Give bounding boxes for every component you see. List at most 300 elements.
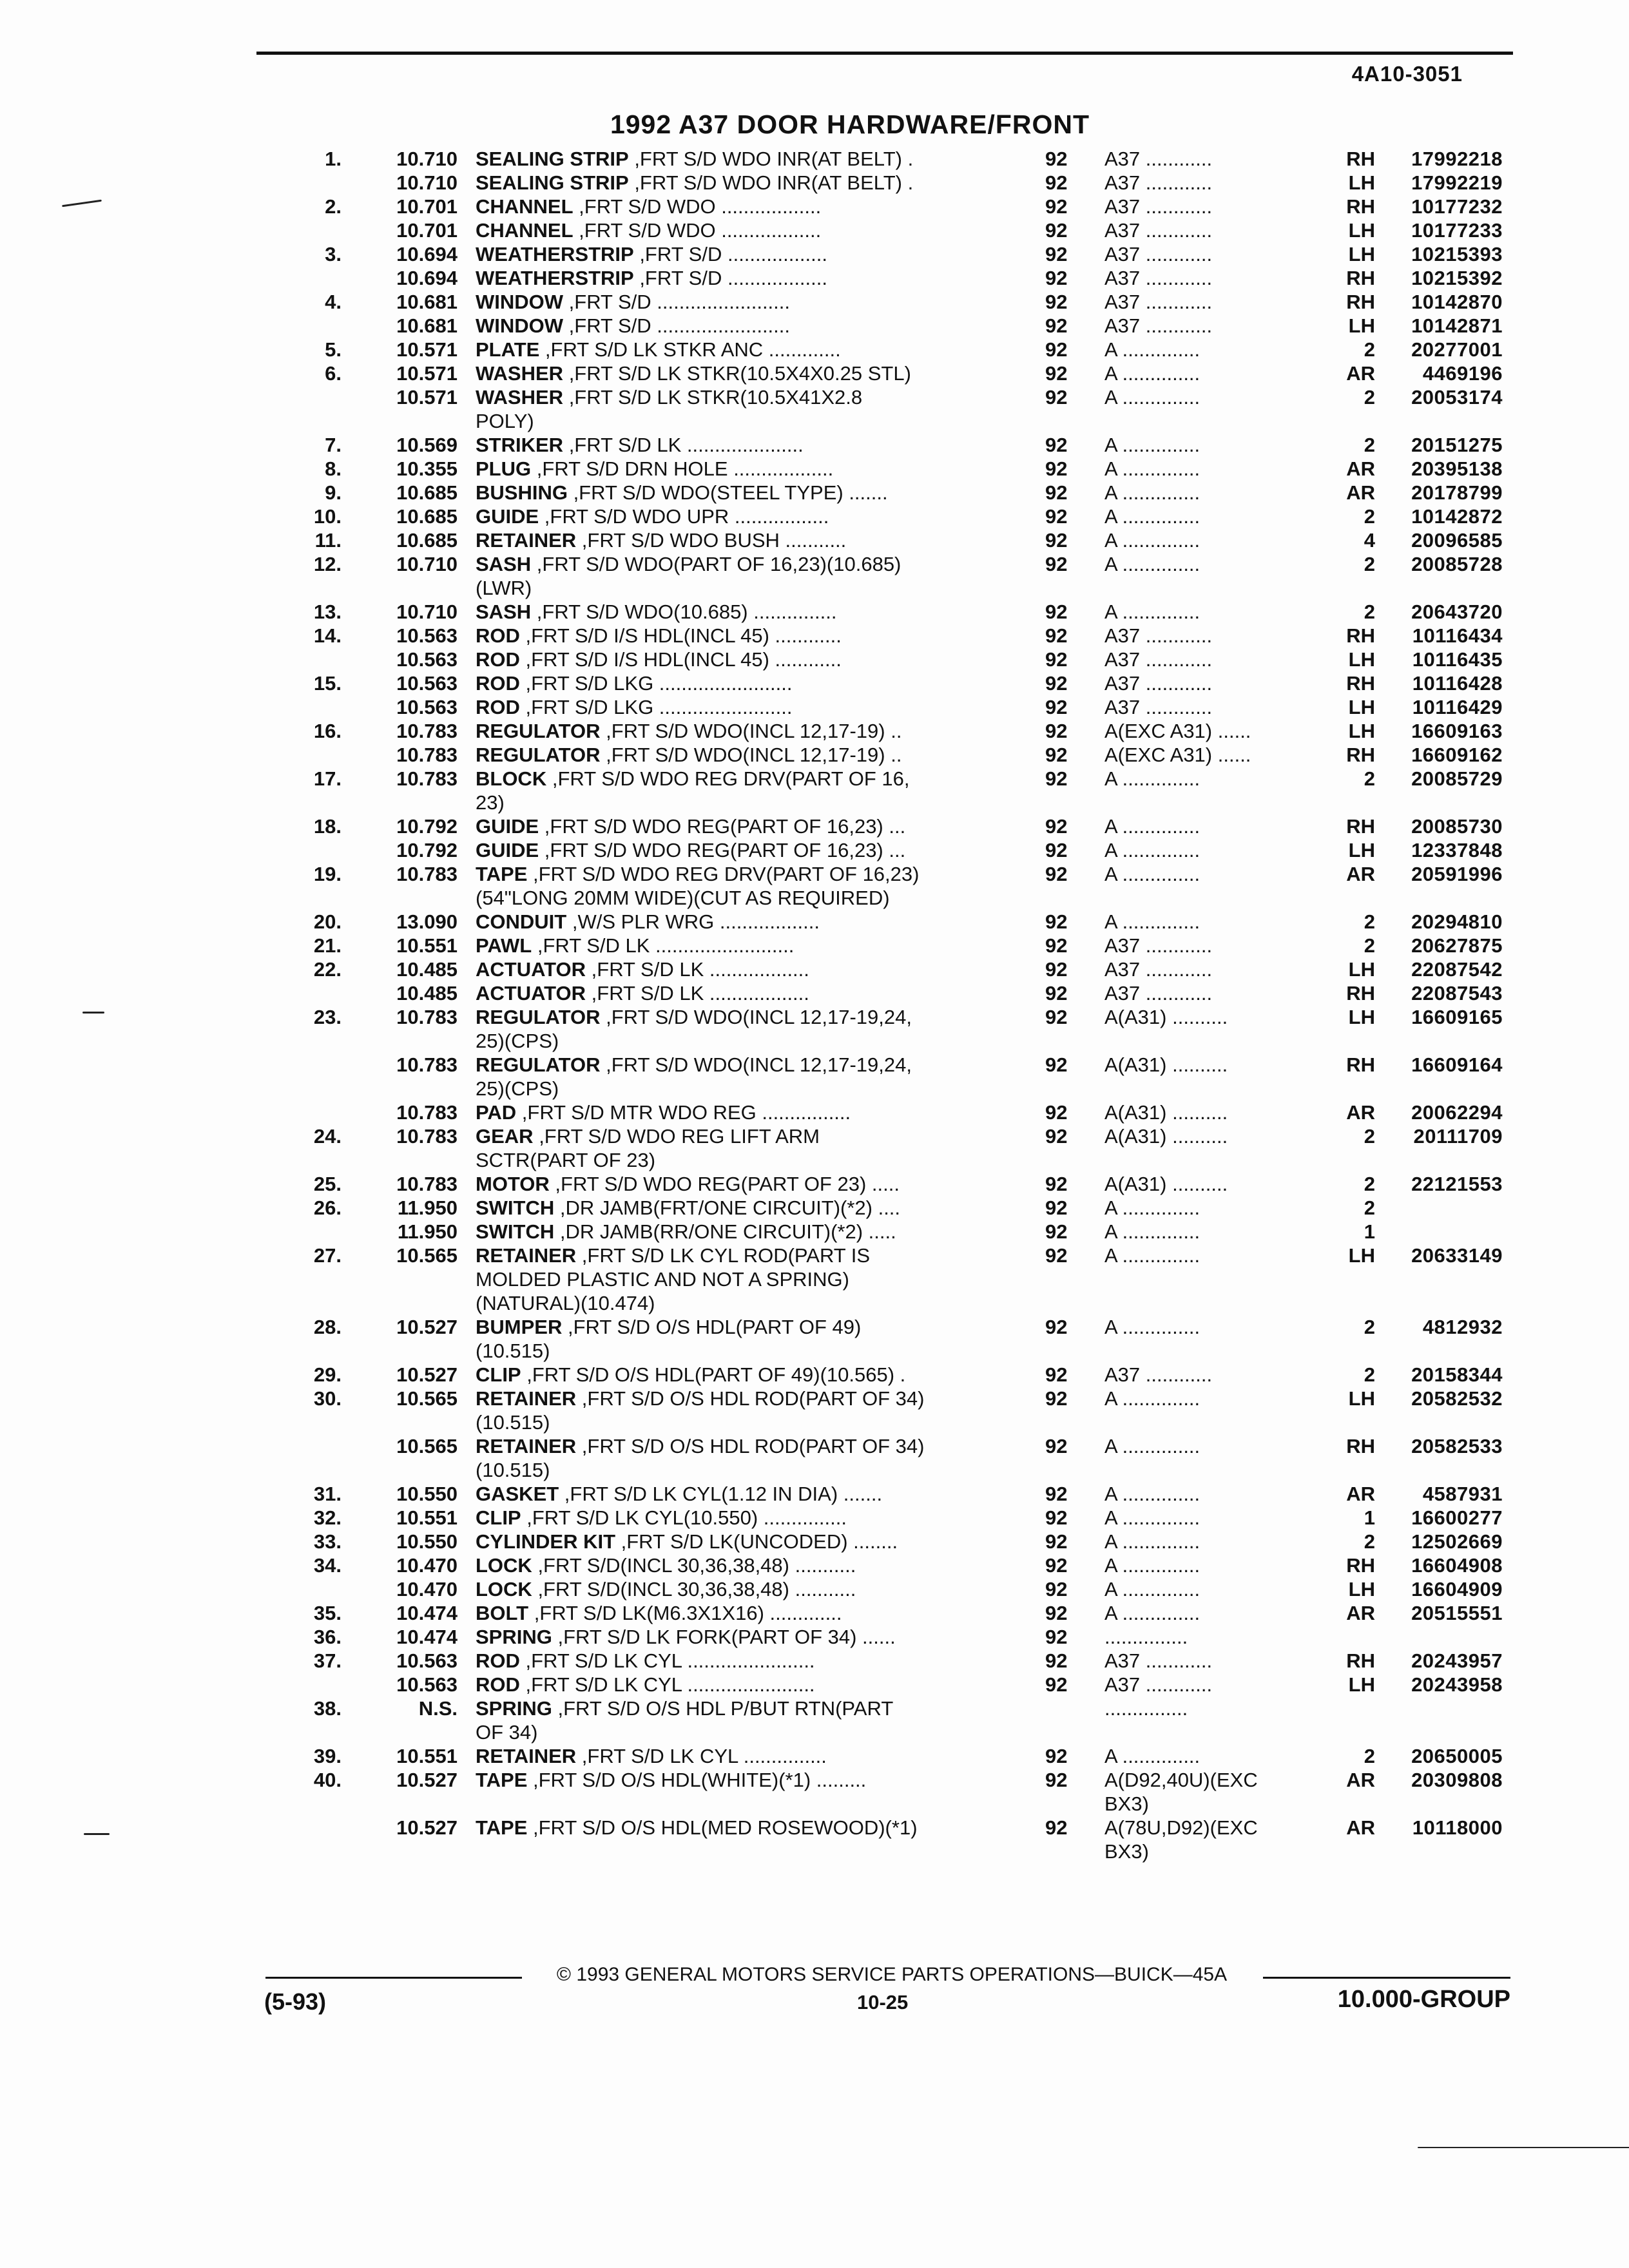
part-number: 16604908	[1411, 1554, 1503, 1577]
table-row	[0, 957, 1629, 981]
quantity: 2	[1364, 601, 1375, 623]
part-detail: ,FRT S/D LK CYL(10.550) ...............	[521, 1506, 847, 1529]
part-detail: ,FRT S/D WDO REG(PART OF 16,23) ...	[539, 839, 906, 861]
table-row	[0, 695, 1629, 719]
part-description	[476, 1553, 1010, 1577]
model-code: A37 ............	[1104, 958, 1213, 981]
part-description	[476, 1816, 1010, 1840]
ref-number: 5.	[325, 338, 342, 361]
group-number: 10.685	[396, 529, 458, 552]
model-code: A(A31) ..........	[1104, 1173, 1228, 1195]
part-number: 4587931	[1422, 1483, 1503, 1505]
part-detail: ,FRT S/D WDO REG(PART OF 23) .....	[549, 1173, 900, 1195]
part-number: 20650005	[1411, 1745, 1503, 1767]
table-row	[0, 505, 1629, 528]
part-name: REGULATOR	[476, 720, 601, 742]
model-year: 92	[1045, 1483, 1068, 1505]
model-code: A ..............	[1104, 1220, 1200, 1243]
group-number: 10.701	[396, 219, 458, 242]
part-name: WASHER	[476, 386, 564, 408]
quantity: AR	[1346, 1769, 1375, 1791]
quantity: LH	[1348, 1673, 1375, 1696]
model-year: 92	[1045, 362, 1068, 385]
table-row	[0, 934, 1629, 957]
part-description	[476, 1244, 1010, 1315]
group-number: 10.783	[396, 1101, 458, 1124]
model-code: A37 ............	[1104, 219, 1213, 242]
quantity: LH	[1348, 839, 1375, 861]
model-year: 92	[1045, 839, 1068, 861]
part-description	[476, 1053, 1010, 1100]
part-number: 10177232	[1411, 195, 1503, 218]
table-row	[0, 1577, 1629, 1601]
group-number: 10.563	[396, 1649, 458, 1672]
part-description	[476, 195, 1010, 218]
part-description	[476, 314, 1010, 338]
quantity: 2	[1364, 910, 1375, 933]
model-code: A37 ............	[1104, 1673, 1213, 1696]
table-row	[0, 1553, 1629, 1577]
quantity: LH	[1348, 648, 1375, 671]
group-number: 10.470	[396, 1554, 458, 1577]
ref-number: 14.	[313, 624, 342, 647]
group-number: 10.783	[396, 1173, 458, 1195]
quantity: LH	[1348, 314, 1375, 337]
quantity: RH	[1346, 672, 1375, 695]
quantity: 2	[1364, 505, 1375, 528]
footer-copyright: © 1993 GENERAL MOTORS SERVICE PARTS OPERATIONS—BUICK—45A	[556, 1964, 1228, 1985]
quantity: 2	[1364, 1745, 1375, 1767]
part-number: 10116435	[1412, 648, 1503, 671]
part-description	[476, 862, 1010, 910]
model-code: A ..............	[1104, 767, 1200, 790]
part-number: 17992219	[1411, 171, 1503, 194]
quantity: LH	[1348, 219, 1375, 242]
table-row	[0, 385, 1629, 433]
table-row	[0, 671, 1629, 695]
part-detail: ,FRT S/D WDO REG DRV(PART OF 16, 23)	[476, 767, 910, 814]
model-code: A ..............	[1104, 601, 1200, 623]
table-row	[0, 910, 1629, 934]
part-detail: ,FRT S/D LK .........................	[532, 934, 795, 957]
quantity: 2	[1364, 338, 1375, 361]
quantity: RH	[1346, 148, 1375, 170]
ref-number: 28.	[313, 1316, 342, 1338]
table-row	[0, 1649, 1629, 1673]
scan-mark	[1418, 2147, 1629, 2148]
page-title: 1992 A37 DOOR HARDWARE/FRONT	[610, 110, 1090, 139]
part-number: 20515551	[1411, 1602, 1503, 1624]
part-description	[476, 838, 1010, 862]
group-number: 10.783	[396, 744, 458, 766]
part-name: ROD	[476, 624, 520, 647]
part-detail: ,FRT S/D LK STKR(10.5X41X2.8 POLY)	[476, 386, 863, 432]
ref-number: 37.	[313, 1649, 342, 1672]
table-row	[0, 600, 1629, 624]
model-year: 92	[1045, 1435, 1068, 1457]
part-name: WEATHERSTRIP	[476, 267, 634, 289]
quantity: AR	[1346, 362, 1375, 385]
table-row	[0, 552, 1629, 600]
group-number: 10.563	[396, 696, 458, 718]
group-number: 10.563	[396, 624, 458, 647]
ref-number: 27.	[313, 1244, 342, 1267]
table-row	[0, 338, 1629, 361]
part-name: CYLINDER KIT	[476, 1530, 615, 1553]
part-name: SWITCH	[476, 1220, 555, 1243]
part-name: LOCK	[476, 1578, 532, 1600]
model-year: 92	[1045, 291, 1068, 313]
model-year: 92	[1045, 696, 1068, 718]
ref-number: 31.	[313, 1483, 342, 1505]
model-year: 92	[1045, 934, 1068, 957]
ref-number: 4.	[325, 291, 342, 313]
part-description	[476, 767, 1010, 814]
scan-mark	[82, 1012, 104, 1014]
part-name: ACTUATOR	[476, 982, 586, 1004]
group-number: 10.485	[396, 958, 458, 981]
table-row	[0, 481, 1629, 505]
group-number: 10.550	[396, 1483, 458, 1505]
part-description	[476, 624, 1010, 648]
parts-table	[0, 147, 1629, 1863]
table-row	[0, 1387, 1629, 1434]
group-number: 10.685	[396, 505, 458, 528]
model-year: 92	[1045, 1673, 1068, 1696]
quantity: 2	[1364, 934, 1375, 957]
table-row	[0, 743, 1629, 767]
model-year: 92	[1045, 434, 1068, 456]
part-description	[476, 1387, 1010, 1434]
model-code: A37 ............	[1104, 1649, 1213, 1672]
part-name: BUMPER	[476, 1316, 563, 1338]
model-code: A(A31) ..........	[1104, 1101, 1228, 1124]
part-number: 20277001	[1411, 338, 1503, 361]
model-year: 92	[1045, 1745, 1068, 1767]
ref-number: 35.	[313, 1602, 342, 1624]
quantity: RH	[1346, 1554, 1375, 1577]
part-description	[476, 695, 1010, 719]
group-number: 11.950	[397, 1196, 458, 1219]
group-number: 10.565	[396, 1244, 458, 1267]
part-detail: ,FRT S/D WDO REG DRV(PART OF 16,23) (54"LONG 20MM WIDE)(CUT AS REQUIRED)	[476, 863, 920, 909]
quantity: AR	[1346, 457, 1375, 480]
part-detail: ,FRT S/D LKG ........................	[519, 696, 793, 718]
table-row	[0, 1053, 1629, 1100]
table-row	[0, 242, 1629, 266]
part-name: BLOCK	[476, 767, 547, 790]
model-year: 92	[1045, 1053, 1068, 1076]
group-number: 10.710	[396, 553, 458, 575]
quantity: 2	[1364, 1125, 1375, 1148]
part-description	[476, 1530, 1010, 1553]
model-code: A37 ............	[1104, 982, 1213, 1004]
part-number: 12337848	[1411, 839, 1503, 861]
part-number: 16609164	[1411, 1053, 1503, 1076]
part-number: 20627875	[1411, 934, 1503, 957]
part-name: REGULATOR	[476, 1006, 601, 1028]
group-number: 10.563	[396, 1673, 458, 1696]
part-description	[476, 1196, 1010, 1220]
part-name: ROD	[476, 1649, 520, 1672]
part-description	[476, 218, 1010, 242]
quantity: RH	[1346, 982, 1375, 1004]
model-year: 92	[1045, 910, 1068, 933]
model-year: 92	[1045, 863, 1068, 885]
group-number: 10.563	[396, 648, 458, 671]
model-code: A37 ............	[1104, 934, 1213, 957]
part-number: 10215392	[1411, 267, 1503, 289]
model-year: 92	[1045, 672, 1068, 695]
part-description	[476, 600, 1010, 624]
model-year: 92	[1045, 505, 1068, 528]
table-row	[0, 314, 1629, 338]
table-row	[0, 457, 1629, 481]
quantity: 1	[1364, 1506, 1375, 1529]
model-year: 92	[1045, 171, 1068, 194]
part-detail: ,FRT S/D WDO(INCL 12,17-19) ..	[600, 744, 902, 766]
part-name: BUSHING	[476, 481, 568, 504]
model-year: 92	[1045, 1554, 1068, 1577]
quantity: 2	[1364, 1173, 1375, 1195]
part-number: 20395138	[1411, 457, 1503, 480]
table-row	[0, 147, 1629, 171]
model-year: 92	[1045, 1101, 1068, 1124]
model-year: 92	[1045, 1626, 1068, 1648]
ref-number: 12.	[313, 553, 342, 575]
model-year: 92	[1045, 457, 1068, 480]
part-detail: ,FRT S/D O/S HDL(PART OF 49) (10.515)	[476, 1316, 862, 1362]
part-number: 20151275	[1411, 434, 1503, 456]
table-row	[0, 218, 1629, 242]
model-year: 92	[1045, 958, 1068, 981]
table-row	[0, 1124, 1629, 1172]
part-number: 10142870	[1411, 291, 1503, 313]
ref-number: 33.	[313, 1530, 342, 1553]
part-number: 20085730	[1411, 815, 1503, 838]
ref-number: 22.	[313, 958, 342, 981]
quantity: RH	[1346, 195, 1375, 218]
part-detail: ,FRT S/D O/S HDL P/BUT RTN(PART OF 34)	[476, 1697, 894, 1744]
quantity: LH	[1348, 1244, 1375, 1267]
ref-number: 26.	[313, 1196, 342, 1219]
part-detail: ,FRT S/D WDO BUSH ...........	[576, 529, 847, 552]
ref-number: 9.	[325, 481, 342, 504]
quantity: LH	[1348, 243, 1375, 265]
part-number: 22121553	[1411, 1173, 1503, 1195]
model-year: 92	[1045, 1530, 1068, 1553]
table-row	[0, 1506, 1629, 1530]
part-description	[476, 1625, 1010, 1649]
group-number: 10.563	[396, 672, 458, 695]
part-detail: ,FRT S/D WDO REG LIFT ARM SCTR(PART OF 23)	[476, 1125, 820, 1171]
document-code: 4A10-3051	[1351, 62, 1463, 86]
quantity: RH	[1346, 1649, 1375, 1672]
part-detail: ,FRT S/D WDO(INCL 12,17-19) ..	[600, 720, 902, 742]
table-row	[0, 624, 1629, 648]
part-name: GUIDE	[476, 815, 539, 838]
ref-number: 40.	[313, 1769, 342, 1791]
part-description	[476, 1124, 1010, 1172]
model-code: A ..............	[1104, 529, 1200, 552]
model-code: A ..............	[1104, 338, 1200, 361]
model-code: A ..............	[1104, 481, 1200, 504]
part-description	[476, 1005, 1010, 1053]
part-name: GEAR	[476, 1125, 534, 1148]
part-description	[476, 433, 1010, 457]
part-name: RETAINER	[476, 529, 577, 552]
part-detail: ,FRT S/D O/S HDL(PART OF 49)(10.565) .	[521, 1363, 906, 1386]
model-year: 92	[1045, 1196, 1068, 1219]
model-code: A37 ............	[1104, 624, 1213, 647]
model-year: 92	[1045, 553, 1068, 575]
part-number: 20243958	[1411, 1673, 1503, 1696]
model-code: A ..............	[1104, 815, 1200, 838]
part-detail: ,FRT S/D O/S HDL(MED ROSEWOOD)(*1)	[527, 1816, 918, 1839]
model-code: A37 ............	[1104, 696, 1213, 718]
model-code: ...............	[1104, 1697, 1188, 1720]
table-row	[0, 361, 1629, 385]
part-detail: ,FRT S/D LK ..................	[586, 982, 809, 1004]
group-number: 10.550	[396, 1530, 458, 1553]
part-name: CHANNEL	[476, 219, 574, 242]
part-name: RETAINER	[476, 1435, 577, 1457]
group-number: 10.565	[396, 1435, 458, 1457]
part-detail: ,FRT S/D O/S HDL ROD(PART OF 34) (10.515)	[476, 1387, 925, 1434]
part-name: PAWL	[476, 934, 532, 957]
quantity: 2	[1364, 386, 1375, 408]
part-number: 20096585	[1411, 529, 1503, 552]
model-year: 92	[1045, 1578, 1068, 1600]
model-code: A(A31) ..........	[1104, 1125, 1228, 1148]
group-number: 10.527	[396, 1316, 458, 1338]
table-row	[0, 1100, 1629, 1124]
part-description	[476, 481, 1010, 505]
ref-number: 20.	[313, 910, 342, 933]
model-code: A ..............	[1104, 1483, 1200, 1505]
quantity: 2	[1364, 1363, 1375, 1386]
part-description	[476, 671, 1010, 695]
quantity: LH	[1348, 171, 1375, 194]
part-name: SASH	[476, 553, 532, 575]
group-number: 10.527	[396, 1816, 458, 1839]
quantity: LH	[1348, 958, 1375, 981]
model-code: A ..............	[1104, 1554, 1200, 1577]
quantity: RH	[1346, 1053, 1375, 1076]
group-number: 10.569	[396, 434, 458, 456]
part-number: 20582532	[1411, 1387, 1503, 1410]
quantity: 1	[1364, 1220, 1375, 1243]
group-number: 10.355	[396, 457, 458, 480]
quantity: RH	[1346, 1435, 1375, 1457]
model-code: A ..............	[1104, 910, 1200, 933]
model-code: A37 ............	[1104, 672, 1213, 695]
part-description	[476, 1363, 1010, 1387]
model-year: 92	[1045, 481, 1068, 504]
part-description	[476, 1768, 1010, 1792]
group-number: 10.701	[396, 195, 458, 218]
part-name: SWITCH	[476, 1196, 555, 1219]
model-code: A(78U,D92)(EXC BX3)	[1104, 1816, 1258, 1863]
quantity: 2	[1364, 1316, 1375, 1338]
model-year: 92	[1045, 767, 1068, 790]
group-number: 10.783	[396, 1006, 458, 1028]
part-name: CONDUIT	[476, 910, 567, 933]
part-number: 20591996	[1411, 863, 1503, 885]
ref-number: 36.	[313, 1626, 342, 1648]
part-description	[476, 814, 1010, 838]
quantity: 2	[1364, 1530, 1375, 1553]
footer-group: 10.000-GROUP	[1337, 1986, 1510, 2013]
model-code: A ..............	[1104, 362, 1200, 385]
model-year: 92	[1045, 648, 1068, 671]
part-number: 10142871	[1411, 314, 1503, 337]
part-number: 20582533	[1411, 1435, 1503, 1457]
table-row	[0, 290, 1629, 314]
part-name: TAPE	[476, 1769, 528, 1791]
group-number: 10.551	[396, 1745, 458, 1767]
quantity: AR	[1346, 1602, 1375, 1624]
part-number: 16600277	[1411, 1506, 1503, 1529]
model-code: A37 ............	[1104, 648, 1213, 671]
group-number: 10.783	[396, 863, 458, 885]
quantity: AR	[1346, 481, 1375, 504]
table-row	[0, 1363, 1629, 1387]
model-year: 92	[1045, 601, 1068, 623]
table-row	[0, 1673, 1629, 1696]
part-description	[476, 505, 1010, 528]
quantity: LH	[1348, 1006, 1375, 1028]
group-number: 10.470	[396, 1578, 458, 1600]
group-number: 10.685	[396, 481, 458, 504]
part-detail: ,FRT S/D MTR WDO REG ................	[516, 1101, 851, 1124]
group-number: 10.792	[396, 815, 458, 838]
model-code: A37 ............	[1104, 243, 1213, 265]
quantity: 2	[1364, 434, 1375, 456]
table-row	[0, 1244, 1629, 1315]
part-detail: ,FRT S/D LK STKR(10.5X4X0.25 STL)	[563, 362, 911, 385]
table-row	[0, 1196, 1629, 1220]
part-number: 10142872	[1411, 505, 1503, 528]
part-number: 20633149	[1411, 1244, 1503, 1267]
part-detail: ,FRT S/D DRN HOLE ..................	[531, 457, 834, 480]
model-year: 92	[1045, 1006, 1068, 1028]
group-number: 10.474	[396, 1626, 458, 1648]
part-detail: ,FRT S/D O/S HDL(WHITE)(*1) .........	[527, 1769, 867, 1791]
part-detail: ,FRT S/D WDO(INCL 12,17-19,24, 25)(CPS)	[476, 1006, 912, 1052]
part-number: 16609162	[1411, 744, 1503, 766]
model-code: A ..............	[1104, 1316, 1200, 1338]
header-rule	[256, 52, 1513, 55]
group-number: 10.710	[396, 601, 458, 623]
part-description	[476, 242, 1010, 266]
model-year: 92	[1045, 1387, 1068, 1410]
part-description	[476, 1649, 1010, 1673]
part-number: 20294810	[1411, 910, 1503, 933]
part-detail: ,FRT S/D WDO(INCL 12,17-19,24, 25)(CPS)	[476, 1053, 912, 1100]
ref-number: 11.	[314, 529, 342, 552]
part-description	[476, 338, 1010, 361]
part-description	[476, 1696, 1010, 1744]
footer-page-number: 10-25	[857, 1991, 909, 2013]
part-description	[476, 1673, 1010, 1696]
part-name: GUIDE	[476, 505, 539, 528]
part-number: 20062294	[1411, 1101, 1503, 1124]
table-row	[0, 1434, 1629, 1482]
table-row	[0, 1625, 1629, 1649]
group-number: 10.694	[396, 243, 458, 265]
part-detail: ,DR JAMB(FRT/ONE CIRCUIT)(*2) ....	[554, 1196, 901, 1219]
